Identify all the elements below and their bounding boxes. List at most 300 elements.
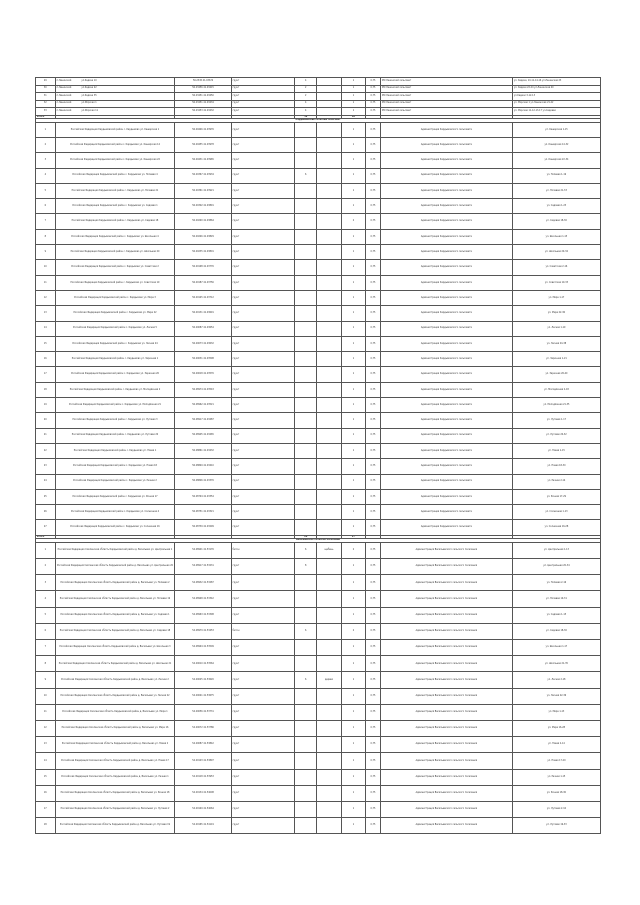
served-addresses: ул. Мира 16-28: [512, 720, 600, 736]
fence-type: [317, 108, 341, 116]
served-addresses: ул. Советская 2-16: [512, 260, 600, 275]
container-volume: 0,75: [366, 78, 381, 86]
coordinates: 56.23453 41.03432: [175, 108, 231, 116]
container-count: 2: [341, 214, 365, 229]
container-volume: 0,75: [366, 260, 381, 275]
area-value: 2: [295, 85, 317, 93]
owner-info: Администрация Кардымовского сельсовета: [380, 398, 512, 413]
surface-type: грунт: [231, 306, 295, 321]
location-description: Российская Федерация Кардымовский район с. Кардымово ул. Луговая 20: [55, 428, 175, 443]
owner-info: Администрация Васильевского сельского поселения: [380, 640, 512, 656]
fence-type: [317, 720, 341, 736]
owner-info: Администрация Васильевского сельского поселения: [380, 688, 512, 704]
fence-type: [317, 489, 341, 504]
container-volume: 0,75: [366, 520, 381, 535]
street-name: ул.Кадачи 22: [81, 86, 97, 90]
fence-type: [317, 559, 341, 575]
surface-type: грунт: [231, 591, 295, 607]
served-addresses: ул. Речная 18-30: [512, 785, 600, 801]
area-value: [295, 818, 317, 834]
owner-info: Администрация Кардымовского сельсовета: [380, 489, 512, 504]
area-value: [295, 704, 317, 720]
container-count: 1: [341, 93, 365, 101]
row-number: 4: [36, 168, 56, 183]
container-count: 1: [341, 137, 365, 152]
container-count: 1: [341, 382, 365, 397]
row-number: 19: [36, 398, 56, 413]
served-addresses: ул. Садовая 1-15: [512, 607, 600, 623]
total-area: 28: [295, 535, 317, 539]
owner-info: Администрация Васильевского сельского поселения: [380, 607, 512, 623]
location-description: Российская Федерация Кардымовский район с. Кардымово ул. Садовая 1: [55, 199, 175, 214]
container-volume: 0,75: [366, 122, 381, 137]
row-number: 26: [36, 505, 56, 520]
fence-type: [317, 413, 341, 428]
coordinates: 56.28739 41.03299: [175, 520, 231, 535]
area-value: [295, 443, 317, 458]
table-row: [36, 214, 601, 229]
owner-info: Администрация Кардымовского сельсовета: [380, 336, 512, 351]
owner-info: Администрация Кардымовского сельсовета: [380, 428, 512, 443]
container-count: 1: [341, 607, 365, 623]
table-row: [36, 367, 601, 382]
fence-type: [317, 640, 341, 656]
served-addresses: ул. Новая 18-30: [512, 459, 600, 474]
location-description: Российская Федерация Смоленская область Кардымовский район д. Васильево ул. Садовая 18: [55, 623, 175, 639]
surface-type: грунт: [231, 214, 295, 229]
settlement-name: п.Ленинский: [56, 108, 72, 112]
container-count: 1: [341, 656, 365, 672]
container-count: 1: [341, 260, 365, 275]
fence-type: [317, 122, 341, 137]
container-volume: 0,75: [366, 153, 381, 168]
surface-type: грунт: [231, 753, 295, 769]
owner-info: Администрация Кардымовского сельсовета: [380, 352, 512, 367]
container-volume: 0,75: [366, 108, 381, 116]
served-addresses: ул. Новая 17-29: [512, 753, 600, 769]
owner-info: Администрация Васильевского сельского поселения: [380, 559, 512, 575]
container-volume: 0,75: [366, 640, 381, 656]
surface-type: грунт: [231, 260, 295, 275]
table-row: [36, 93, 601, 101]
row-number: 10: [36, 260, 56, 275]
owner-info: Администрация Кардымовского сельсовета: [380, 122, 512, 137]
area-value: 4: [295, 100, 317, 108]
owner-info: Администрация Кардымовского сельсовета: [380, 229, 512, 244]
location-description: Российская Федерация Кардымовский район с. Кардымово ул. Лесная 5: [55, 321, 175, 336]
container-volume: 0,75: [366, 704, 381, 720]
served-addresses: ул. Полевая 19-31: [512, 591, 600, 607]
surface-type: грунт: [231, 474, 295, 489]
owner-info: Администрация Кардымовского сельсовета: [380, 275, 512, 290]
coordinates: 56.29235 41.03801: [175, 245, 231, 260]
table-row: [36, 559, 601, 575]
fence-type: [317, 290, 341, 305]
owner-info: Администрация Кардымовского сельсовета: [380, 520, 512, 535]
container-volume: 0,75: [366, 720, 381, 736]
location-description: Российская Федерация Смоленская область Кардымовский район д. Васильево ул. Луговая 19: [55, 818, 175, 834]
location-description: Российская Федерация Смоленская область Кардымовский район д. Васильево ул. Луговая 2: [55, 801, 175, 817]
fence-type: [317, 275, 341, 290]
table-row: [36, 720, 601, 736]
container-volume: 0,75: [366, 818, 381, 834]
row-number: 16: [36, 785, 56, 801]
coordinates: 54.28963 41.53398: [175, 607, 231, 623]
area-value: [295, 489, 317, 504]
table-row: [36, 769, 601, 785]
settlement-name: п.Ленинский: [56, 101, 72, 105]
fence-type: [317, 336, 341, 351]
surface-type: грунт: [231, 100, 295, 108]
coordinates: 56.29290 41.03864: [175, 214, 231, 229]
coordinates: 56.23451 41.03434: [175, 100, 231, 108]
table-row: [36, 575, 601, 591]
row-number: 21: [36, 428, 56, 443]
row-number: 1: [36, 122, 56, 137]
served-addresses: ул. Кашарская 14-32: [512, 137, 600, 152]
coordinates: 54.29149 41.54064: [175, 801, 231, 817]
served-addresses: ул. Мира 22-36: [512, 306, 600, 321]
owner-info: Администрация Кардымовского сельсовета: [380, 459, 512, 474]
fence-type: [317, 306, 341, 321]
served-addresses: ул. Заречная 1-21: [512, 352, 600, 367]
row-number: 2: [36, 559, 56, 575]
table-row: [36, 153, 601, 168]
area-value: 6: [295, 542, 317, 558]
surface-type: грунт: [231, 607, 295, 623]
row-number: 3: [36, 575, 56, 591]
surface-type: грунт: [231, 382, 295, 397]
container-count: 1: [341, 100, 365, 108]
owner-info: Администрация Васильевского сельского поселения: [380, 785, 512, 801]
row-number: 3: [36, 153, 56, 168]
served-addresses: ул. Морская 1 ул.Ленинская 21-22: [512, 100, 600, 108]
surface-type: грунт: [231, 352, 295, 367]
surface-type: грунт: [231, 672, 295, 688]
served-addresses: ул. Советская 19-33: [512, 275, 600, 290]
container-volume: 0,75: [366, 321, 381, 336]
coordinates: 56.2345 41.03674: [175, 78, 231, 86]
served-addresses: ул. Солнечная 16-28: [512, 520, 600, 535]
surface-type: грунт: [231, 785, 295, 801]
location-description: Российская Федерация Смоленская область Кардымовский район д. Васильево ул. Новая 2: [55, 737, 175, 753]
owner-info: МО Ленинский сельсовет: [380, 108, 512, 116]
coordinates: 54.29025 41.53620: [175, 672, 231, 688]
settlement-name-cell: [55, 78, 175, 86]
surface-type: грунт: [231, 336, 295, 351]
served-addresses: ул. Заречная 26-40: [512, 367, 600, 382]
served-addresses: ул. Полевая 1-19: [512, 168, 600, 183]
served-addresses: ул. Речная 1-15: [512, 769, 600, 785]
area-value: [295, 260, 317, 275]
surface-type: грунт: [231, 168, 295, 183]
surface-type: грунт: [231, 108, 295, 116]
table-row: [36, 753, 601, 769]
served-addresses: ул. Кашарская 1-15: [512, 122, 600, 137]
table-row: [36, 737, 601, 753]
row-number: 5: [36, 607, 56, 623]
coordinates: 54.28994 41.53509: [175, 640, 231, 656]
coordinates: 56.28962 41.03521: [175, 398, 231, 413]
row-number: 18: [36, 818, 56, 834]
owner-info: Администрация Кардымовского сельсовета: [380, 505, 512, 520]
surface-type: бетон: [231, 542, 295, 558]
owner-info: Администрация Кардымовского сельсовета: [380, 153, 512, 168]
total-area: 59: [295, 115, 317, 119]
fence-type: [317, 321, 341, 336]
served-addresses: ул. Лесная 1-19: [512, 321, 600, 336]
table-row: [36, 520, 601, 535]
coordinates: 54.29134 41.54008: [175, 785, 231, 801]
coordinates: 54.29010 41.53564: [175, 656, 231, 672]
served-addresses: ул. Центральная 20-34: [512, 559, 600, 575]
table-row: [36, 459, 601, 474]
owner-info: Администрация Кардымовского сельсовета: [380, 474, 512, 489]
owner-info: МО Ленинский сельсовет: [380, 100, 512, 108]
fence-type: [317, 607, 341, 623]
area-value: 8: [295, 559, 317, 575]
container-count: 1: [341, 640, 365, 656]
owner-info: Администрация Кардымовского сельсовета: [380, 199, 512, 214]
area-value: 6: [295, 672, 317, 688]
area-value: [295, 321, 317, 336]
surface-type: грунт: [231, 153, 295, 168]
container-volume: 0,75: [366, 459, 381, 474]
location-description: Российская Федерация Кардымовский район с. Кардымово ул. Речная 2: [55, 474, 175, 489]
row-number: 8: [36, 229, 56, 244]
coordinates: 56.29302 41.03891: [175, 199, 231, 214]
owner-info: Администрация Кардымовского сельсовета: [380, 413, 512, 428]
container-volume: 0,75: [366, 352, 381, 367]
served-addresses: ул. Школьная 1-17: [512, 640, 600, 656]
container-volume: 0,75: [366, 428, 381, 443]
container-count: 1: [341, 459, 365, 474]
container-volume: 0,75: [366, 688, 381, 704]
container-volume: 0,75: [366, 336, 381, 351]
owner-info: Администрация Васильевского сельского поселения: [380, 542, 512, 558]
container-volume: 0,75: [366, 306, 381, 321]
row-number: 10: [36, 688, 56, 704]
fence-type: [317, 153, 341, 168]
coordinates: 56.28861 41.03432: [175, 443, 231, 458]
owner-info: МО Ленинский сельсовет: [380, 78, 512, 86]
container-volume: 0,75: [366, 737, 381, 753]
container-count: 1: [341, 505, 365, 520]
container-count: 1: [341, 153, 365, 168]
surface-type: грунт: [231, 245, 295, 260]
location-description: Российская Федерация Кардымовский район с. Кардымово ул. Мира 22: [55, 306, 175, 321]
table-row: [36, 168, 601, 183]
fence-type: [317, 398, 341, 413]
container-volume: 0,75: [366, 275, 381, 290]
table-row: [36, 306, 601, 321]
street-name: ул.Морская 11: [81, 108, 98, 112]
served-addresses: ул. Лесная 2-18: [512, 672, 600, 688]
coordinates: 56.29145 41.03712: [175, 290, 231, 305]
area-value: 6: [295, 168, 317, 183]
owner-info: Администрация Кардымовского сельсовета: [380, 290, 512, 305]
row-number: 14: [36, 753, 56, 769]
container-count: 1: [341, 306, 365, 321]
container-volume: 0,75: [366, 183, 381, 198]
location-description: Российская Федерация Кардымовский район с. Кардымово ул. Молодёжная 21: [55, 398, 175, 413]
coordinates: 56.29018 41.03576: [175, 367, 231, 382]
location-description: Российская Федерация Кардымовский район с. Кардымово ул. Молодёжная 2: [55, 382, 175, 397]
surface-type: грунт: [231, 367, 295, 382]
container-count: 1: [341, 559, 365, 575]
owner-info: Администрация Кардымовского сельсовета: [380, 382, 512, 397]
container-volume: 0,75: [366, 505, 381, 520]
location-description: Российская Федерация Смоленская область Кардымовский район д. Васильево ул. Речная 18: [55, 785, 175, 801]
fence-type: [317, 623, 341, 639]
container-count: 1: [341, 785, 365, 801]
owner-info: Администрация Васильевского сельского поселения: [380, 720, 512, 736]
fence-type: [317, 443, 341, 458]
location-description: Российская Федерация Кардымовский район с. Кардымово ул. Полевая 21: [55, 183, 175, 198]
container-volume: 0,75: [366, 474, 381, 489]
table-row: [36, 245, 601, 260]
table-row: [36, 85, 601, 93]
owner-info: Администрация Кардымовского сельсовета: [380, 214, 512, 229]
table-row: [36, 352, 601, 367]
fence-type: [317, 737, 341, 753]
container-count: 1: [341, 321, 365, 336]
surface-type: грунт: [231, 688, 295, 704]
row-number: 23: [36, 459, 56, 474]
owner-info: Администрация Васильевского сельского поселения: [380, 575, 512, 591]
surface-type: грунт: [231, 199, 295, 214]
table-row: [36, 785, 601, 801]
fence-type: [317, 575, 341, 591]
container-volume: 0,75: [366, 413, 381, 428]
table-row: [36, 336, 601, 351]
location-description: Российская Федерация Смоленская область Кардымовский район д. Васильево ул. Лесная 22: [55, 688, 175, 704]
table-row: [36, 801, 601, 817]
container-volume: 0,75: [366, 214, 381, 229]
area-value: [295, 290, 317, 305]
area-value: 4: [295, 78, 317, 86]
served-addresses: ул. Лесная 24-38: [512, 336, 600, 351]
owner-info: Администрация Кардымовского сельсовета: [380, 168, 512, 183]
served-addresses: ул. Луговая 1-17: [512, 413, 600, 428]
table-row: [36, 505, 601, 520]
row-number: 13: [36, 737, 56, 753]
table-row: [36, 260, 601, 275]
served-addresses: ул. Лесная 22-36: [512, 688, 600, 704]
surface-type: грунт: [231, 459, 295, 474]
area-value: [295, 137, 317, 152]
served-addresses: ул. Солнечная 1-13: [512, 505, 600, 520]
coordinates: 56.29031 41.03598: [175, 352, 231, 367]
container-count: 1: [341, 108, 365, 116]
total-containers: 18: [341, 115, 365, 119]
section-title: Васильевское сельское поселение: [36, 539, 601, 543]
table-row: [36, 474, 601, 489]
table-row: [36, 542, 601, 558]
served-addresses: ул. Луговая 2-16: [512, 801, 600, 817]
row-number: 7: [36, 640, 56, 656]
owner-info: Администрация Васильевского сельского поселения: [380, 591, 512, 607]
served-addresses: ул. Школьная 20-34: [512, 245, 600, 260]
area-value: 2: [295, 93, 317, 101]
fence-type: [317, 704, 341, 720]
location-description: Российская Федерация Смоленская область Кардымовский район д. Васильево ул. Полевая 2: [55, 575, 175, 591]
area-value: [295, 656, 317, 672]
coordinates: 56.28849 41.03410: [175, 459, 231, 474]
container-volume: 0,75: [366, 607, 381, 623]
row-number: 13: [36, 306, 56, 321]
area-value: [295, 785, 317, 801]
fence-type: [317, 168, 341, 183]
location-description: Российская Федерация Кардымовский район с. Кардымово ул. Садовая 18: [55, 214, 175, 229]
area-value: [295, 505, 317, 520]
row-number: 18: [36, 382, 56, 397]
surface-type: грунт: [231, 640, 295, 656]
fence-type: [317, 656, 341, 672]
container-count: 1: [341, 801, 365, 817]
owner-info: Администрация Кардымовского сельсовета: [380, 137, 512, 152]
coordinates: 54.29087 41.53842: [175, 737, 231, 753]
owner-info: Администрация Кардымовского сельсовета: [380, 321, 512, 336]
area-value: [295, 640, 317, 656]
row-number: 29: [36, 78, 56, 86]
container-count: 1: [341, 520, 365, 535]
table-row: [36, 290, 601, 305]
location-description: Российская Федерация Смоленская область Кардымовский район д. Васильево ул. Центральная 20: [55, 559, 175, 575]
location-description: Российская Федерация Кардымовский район с. Кардымово ул. Новая 1: [55, 443, 175, 458]
served-addresses: ул. Кадачи, 10-11-14-16 ул.Ленинская 23: [512, 78, 600, 86]
fence-type: [317, 801, 341, 817]
container-count: 1: [341, 367, 365, 382]
surface-type: грунт: [231, 520, 295, 535]
settlement-name-cell: [55, 85, 175, 93]
area-value: [295, 183, 317, 198]
row-number: 9: [36, 245, 56, 260]
served-addresses: ул. Молодёжная 2-18: [512, 382, 600, 397]
surface-type: грунт: [231, 85, 295, 93]
fence-type: [317, 428, 341, 443]
row-number: 6: [36, 623, 56, 639]
location-description: Российская Федерация Кардымовский район с. Кардымово ул. Мира 3: [55, 290, 175, 305]
served-addresses: ул. Луговая 20-32: [512, 428, 600, 443]
total-label: Итого: [36, 115, 56, 119]
row-number: 22: [36, 443, 56, 458]
container-count: 1: [341, 769, 365, 785]
owner-info: Администрация Кардымовского сельсовета: [380, 367, 512, 382]
row-number: 12: [36, 290, 56, 305]
row-number: 25: [36, 489, 56, 504]
settlement-name: п.Ленинский: [56, 93, 72, 97]
coordinates: 54.28932 41.53287: [175, 575, 231, 591]
fence-type: [317, 199, 341, 214]
area-value: [295, 520, 317, 535]
served-addresses: ул. Речная 2-14: [512, 474, 600, 489]
row-number: 20: [36, 413, 56, 428]
settlement-name: п.Ленинский: [56, 78, 72, 82]
row-number: 11: [36, 275, 56, 290]
table-row: [36, 623, 601, 639]
surface-type: грунт: [231, 78, 295, 86]
row-number: 17: [36, 801, 56, 817]
container-volume: 0,75: [366, 753, 381, 769]
area-value: [295, 275, 317, 290]
location-description: Российская Федерация Смоленская область Кардымовский район д. Васильево ул. Мира 16: [55, 720, 175, 736]
fence-type: [317, 100, 341, 108]
owner-info: Администрация Васильевского сельского поселения: [380, 818, 512, 834]
container-volume: 0,75: [366, 93, 381, 101]
coordinates: 56.29455 41.03978: [175, 137, 231, 152]
table-row: [36, 382, 601, 397]
